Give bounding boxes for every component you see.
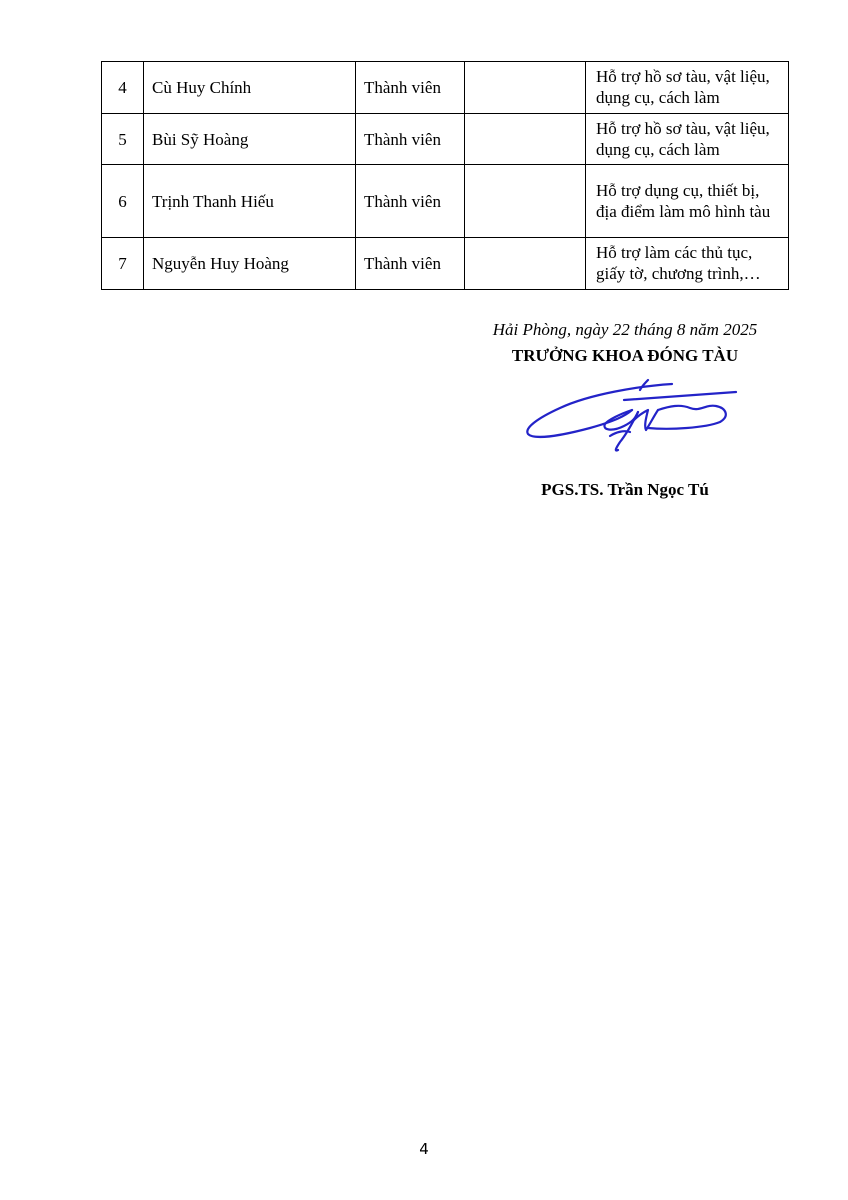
signer-title: TRƯỞNG KHOA ĐÓNG TÀU — [511, 346, 739, 365]
member-role: Thành viên — [356, 238, 465, 290]
member-role: Thành viên — [356, 62, 465, 114]
member-note — [465, 238, 586, 290]
member-task: Hỗ trợ làm các thủ tục, giấy tờ, chương trình,… — [586, 238, 789, 290]
member-name: Bùi Sỹ Hoàng — [144, 114, 356, 165]
handwritten-signature — [520, 376, 750, 466]
row-number: 5 — [102, 114, 144, 165]
members-table — [101, 61, 789, 290]
row-number: 7 — [102, 238, 144, 290]
table-row — [102, 114, 789, 165]
table-row — [102, 62, 789, 114]
page-number: 4 — [419, 1140, 429, 1158]
row-number: 4 — [102, 62, 144, 114]
member-note — [465, 62, 586, 114]
member-note — [465, 114, 586, 165]
row-number: 6 — [102, 165, 144, 238]
member-role: Thành viên — [356, 114, 465, 165]
member-role: Thành viên — [356, 165, 465, 238]
date-line: Hải Phòng, ngày 22 tháng 8 năm 2025 — [492, 320, 758, 339]
member-name: Nguyễn Huy Hoàng — [144, 238, 356, 290]
signer-name: PGS.TS. Trần Ngọc Tú — [541, 480, 709, 499]
member-note — [465, 165, 586, 238]
member-task: Hỗ trợ dụng cụ, thiết bị, địa điểm làm mô hình tàu — [586, 165, 789, 238]
table-row — [102, 238, 789, 290]
member-name: Cù Huy Chính — [144, 62, 356, 114]
member-name: Trịnh Thanh Hiếu — [144, 165, 356, 238]
member-task: Hỗ trợ hồ sơ tàu, vật liệu, dụng cụ, cách làm — [586, 114, 789, 165]
member-task: Hỗ trợ hồ sơ tàu, vật liệu, dụng cụ, cách làm — [586, 62, 789, 114]
table-row — [102, 165, 789, 238]
